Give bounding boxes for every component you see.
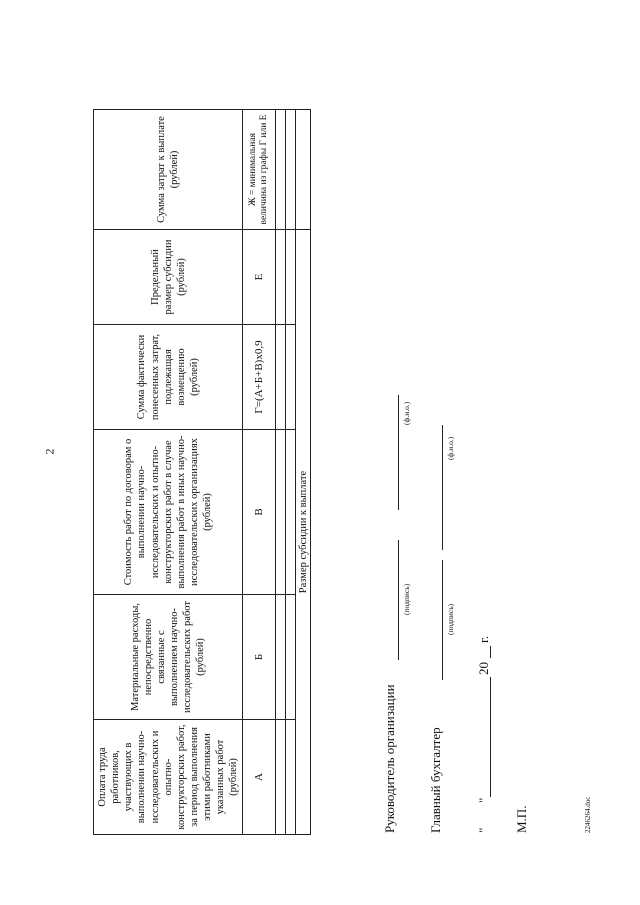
page-number: 2 (42, 448, 57, 455)
column-letter-v: В (243, 430, 276, 595)
accountant-name-line (442, 425, 443, 550)
column-letter-zh: Ж = минимальная величина из графы Г или Е (243, 110, 276, 230)
value-cell (286, 230, 296, 325)
value-cell (276, 430, 286, 595)
value-cell (286, 595, 296, 720)
column-letter-e: Е (243, 230, 276, 325)
date-open-quote: " (476, 827, 491, 833)
subsidy-calculation-table (93, 109, 311, 835)
head-name-line (398, 395, 399, 510)
header-subsidy-limit: Предельный размер субсидии (рублей) (94, 230, 243, 325)
head-signature-caption: (подпись) (402, 583, 411, 615)
accountant-label: Главный бухгалтер (428, 727, 443, 833)
value-cell (276, 230, 286, 325)
value-cell (276, 720, 286, 835)
value-cell (286, 325, 296, 430)
header-payable-amount: Сумма затрат к выплате (рублей) (94, 110, 243, 230)
accountant-name-caption: (ф.и.о.) (446, 436, 455, 460)
accountant-signature-line (442, 560, 443, 680)
value-cell (286, 430, 296, 595)
head-name-caption: (ф.и.о.) (402, 401, 411, 425)
column-letter-a: А (243, 720, 276, 835)
document-id: 2246264.doc (584, 796, 592, 833)
header-actual-cost: Сумма фактически понесенных затрат, подлежащая возмещению (рублей) (94, 325, 243, 430)
header-labor-cost: Оплата труда работников, участвующих в выполнении научно-исследовательских и опытно-конструкторских работ, за период выполнения этими работниками указанных работ (рублей) (94, 720, 243, 835)
column-letter-b: Б (243, 595, 276, 720)
date-month-line (490, 677, 491, 797)
date-close-quote: " (476, 797, 491, 803)
head-signature-line (398, 540, 399, 660)
date-year-prefix: 20 (476, 662, 491, 675)
date-year-line (490, 646, 491, 658)
value-cell (286, 110, 296, 230)
accountant-signature-caption: (подпись) (446, 603, 455, 635)
total-label: Размер субсидии к выплате (296, 230, 311, 835)
total-value (296, 110, 311, 230)
value-cell (276, 325, 286, 430)
value-cell (286, 720, 296, 835)
value-cell (276, 595, 286, 720)
stamp-label: М.П. (514, 805, 529, 833)
head-label: Руководитель организации (382, 684, 397, 833)
header-contract-cost: Стоимость работ по договорам о выполнении научно-исследовательских и опытно-конструкторских работ в случае выполнения работ в иных научно-исследовательских организациях (рублей) (94, 430, 243, 595)
header-material-cost: Материальные расходы, непосредственно связанные с выполнением научно-исследовательских работ (рублей) (94, 595, 243, 720)
column-letter-g: Г=(А+Б+В)х0,9 (243, 325, 276, 430)
value-cell (276, 110, 286, 230)
date-year-suffix: г. (476, 635, 491, 643)
